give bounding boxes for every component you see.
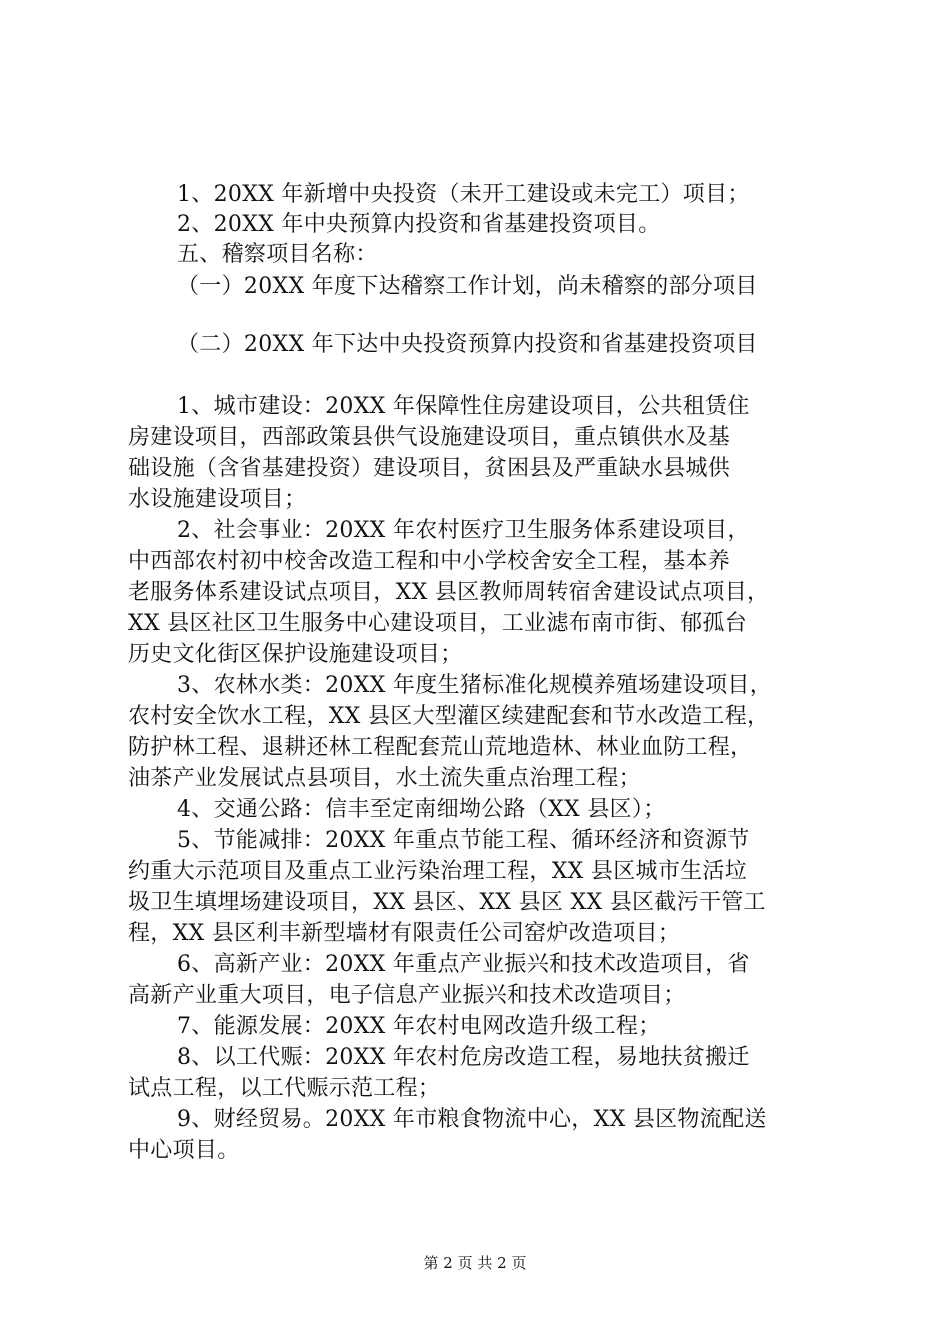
text-line-06: 1、城市建设：20XX 年保障性住房建设项目，公共租赁住	[177, 394, 750, 419]
text-line-09: 水设施建设项目；	[128, 487, 307, 512]
text-line-18: 油茶产业发展试点县项目，水土流失重点治理工程；	[128, 766, 641, 791]
text-line-27: 8、以工代赈：20XX 年农村危房改造工程，易地扶贫搬迁	[177, 1045, 750, 1070]
text-line-28: 试点工程，以工代赈示范工程；	[128, 1076, 441, 1101]
text-line-29: 9、财经贸易。20XX 年市粮食物流中心，XX 县区物流配送	[177, 1107, 767, 1132]
section-heading: 五、稽察项目名称：	[177, 242, 378, 267]
text-line-07: 房建设项目，西部政策县供气设施建设项目，重点镇供水及基	[128, 425, 731, 450]
text-line-10: 2、社会事业：20XX 年农村医疗卫生服务体系建设项目，	[177, 518, 750, 543]
text-line-22: 圾卫生填埋场建设项目，XX 县区、XX 县区 XX 县区截污干管工	[128, 890, 766, 915]
text-line-04: （一）20XX 年度下达稽察工作计划，尚未稽察的部分项目	[177, 274, 758, 299]
text-line-15: 3、农林水类：20XX 年度生猪标准化规模养殖场建设项目，	[177, 673, 773, 698]
text-line-19: 4、交通公路：信丰至定南细坳公路（XX 县区）；	[177, 797, 666, 822]
text-line-05: （二）20XX 年下达中央投资预算内投资和省基建投资项目	[177, 332, 758, 357]
page-number-footer: 第 2 页 共 2 页	[423, 1254, 527, 1272]
text-line-21: 约重大示范项目及重点工业污染治理工程，XX 县区城市生活垃	[128, 859, 748, 884]
text-line-24: 6、高新产业：20XX 年重点产业振兴和技术改造项目，省	[177, 952, 750, 977]
text-line-14: 历史文化街区保护设施建设项目；	[128, 642, 463, 667]
text-line-02: 2、20XX 年中央预算内投资和省基建投资项目。	[177, 212, 661, 237]
text-line-16: 农村安全饮水工程，XX 县区大型灌区续建配套和节水改造工程，	[128, 704, 770, 729]
text-line-13: XX 县区社区卫生服务中心建设项目，工业滤布南市街、郁孤台	[128, 611, 748, 636]
text-line-30: 中心项目。	[128, 1138, 240, 1163]
text-line-26: 7、能源发展：20XX 年农村电网改造升级工程；	[177, 1014, 661, 1039]
text-line-11: 中西部农村初中校舍改造工程和中小学校舍安全工程，基本养	[128, 549, 731, 574]
text-line-17: 防护林工程、退耕还林工程配套荒山荒地造林、林业血防工程，	[128, 735, 753, 760]
text-line-25: 高新产业重大项目，电子信息产业振兴和技术改造项目；	[128, 983, 686, 1008]
text-line-20: 5、节能减排：20XX 年重点节能工程、循环经济和资源节	[177, 828, 750, 853]
text-line-01: 1、20XX 年新增中央投资（未开工建设或未完工）项目；	[177, 182, 750, 207]
text-line-23: 程，XX 县区利丰新型墙材有限责任公司窑炉改造项目；	[128, 921, 681, 946]
text-line-12: 老服务体系建设试点项目，XX 县区教师周转宿舍建设试点项目，	[128, 580, 770, 605]
text-line-08: 础设施（含省基建投资）建设项目，贫困县及严重缺水县城供	[128, 456, 731, 481]
